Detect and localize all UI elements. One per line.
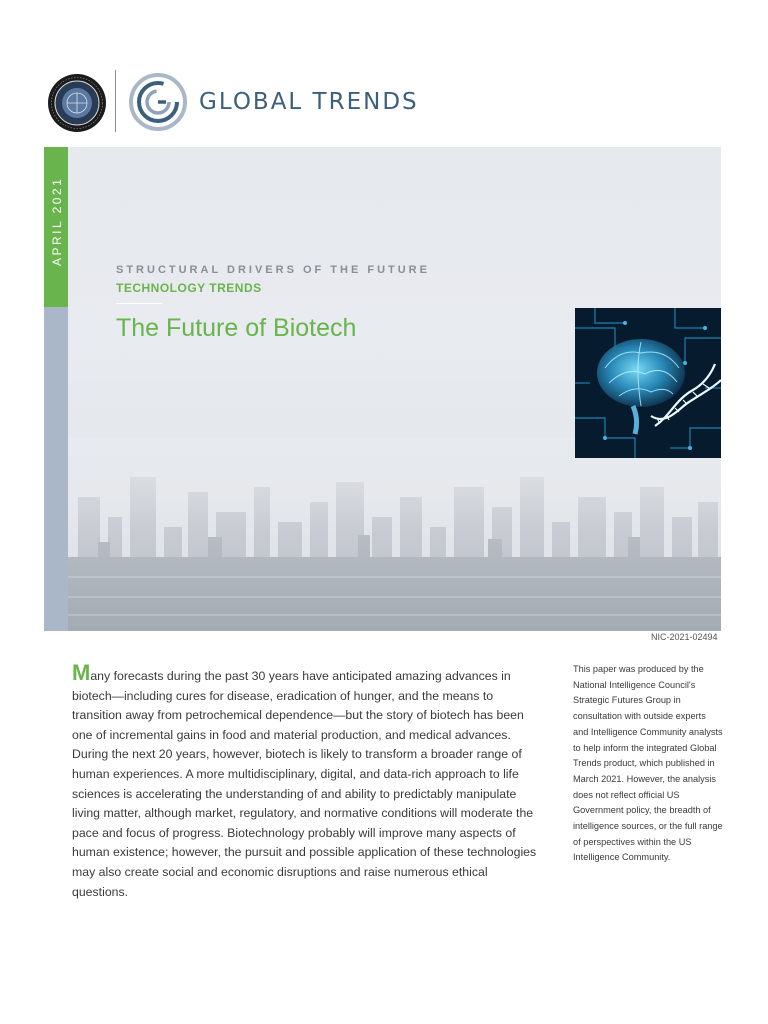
body-paragraph xyxy=(72,660,542,902)
global-trends-wordmark: GLOBAL TRENDS xyxy=(199,89,419,115)
misty-city-background xyxy=(68,437,721,631)
publication-date: APRIL 2021 xyxy=(50,176,64,266)
global-trends-logo-icon xyxy=(128,72,188,132)
kicker-label: STRUCTURAL DRIVERS OF THE FUTURE xyxy=(116,264,430,276)
logo-divider xyxy=(115,70,116,132)
section-label: TECHNOLOGY TRENDS xyxy=(116,281,262,295)
side-band xyxy=(44,307,68,631)
title-rule xyxy=(116,303,162,304)
odni-seal-icon xyxy=(47,73,107,133)
document-id: NIC-2021-02494 xyxy=(651,632,718,642)
drop-cap: M xyxy=(72,660,91,685)
biotech-brain-image xyxy=(575,308,721,458)
document-title: The Future of Biotech xyxy=(116,314,357,342)
body-text: any forecasts during the past 30 years have anticipated amazing advances in biotech—including cures for disease, eradication of hunger, and the means to transition away from petrochemical dependence—but the story of biotech has been one of incremental gains in food and material production, and medical advances. During the next 20 years, however, biotech is likely to transform a broader range of human experiences. A more multidisciplinary, digital, and data-rich approach to life sciences is accelerating the understanding of and ability to predictably manipulate living matter, although market, regulatory, and normative conditions will moderate the pace and focus of progress. Biotechnology probably will improve many aspects of human existence; however, the pursuit and possible application of these technologies may also create social and economic disruptions and raise numerous ethical questions. xyxy=(72,669,537,899)
sidebar-note: This paper was produced by the National Intelligence Council's Strategic Futures Group in consultation with outside experts and Intelligence Community analysts to help inform the integrated Global Trends product, which published in March 2021. However, the analysis does not reflect official US Government policy, the breadth of intelligence sources, or the full range of perspectives within the US Intelligence Community. xyxy=(573,664,723,863)
